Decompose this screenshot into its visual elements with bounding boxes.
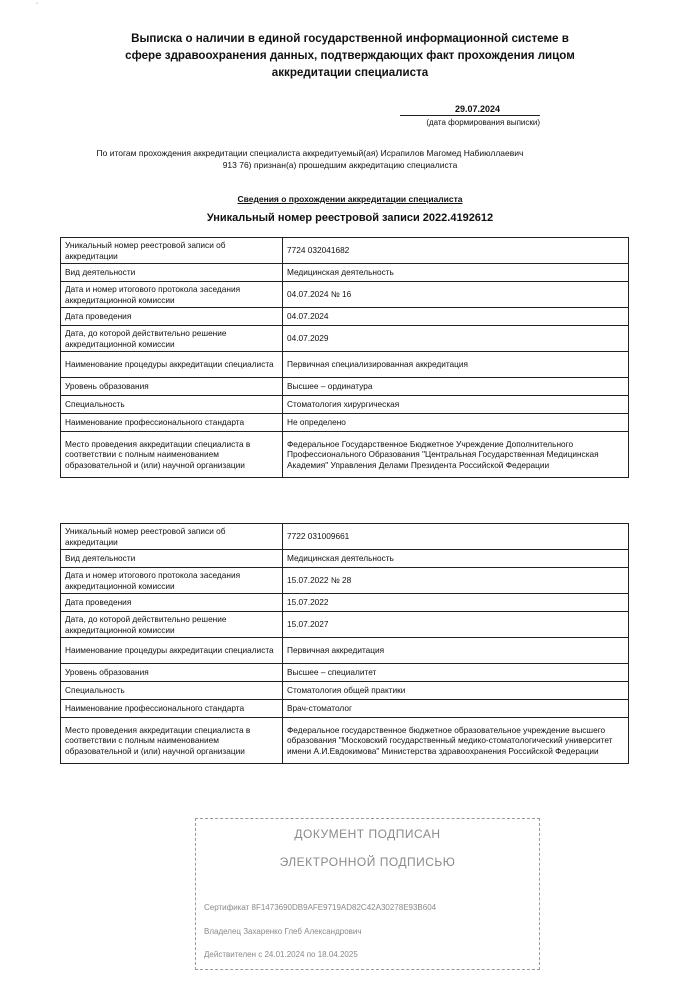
row-label: Наименование профессионального стандарта [61,700,283,718]
table-row [61,700,629,718]
row-label: Дата и номер итогового протокола заседания аккредитационной комиссии [61,568,283,594]
table-row [61,378,629,396]
row-value: Федеральное Государственное Бюджетное Учреждение Дополнительного Профессионального Образования "Центральная Государственная Медицинская Академия" Управления Делами Президента Российской Федерации [283,432,629,478]
scan-mark: ´ [36,2,39,11]
row-label: Дата, до которой действительно решение аккредитационной комиссии [61,612,283,638]
row-value: Федеральное государственное бюджетное образовательное учреждение высшего образования "Московский государственный медико-стоматологический университет имени А.И.Евдокимова" Министерства здравоохранения Российской Федерации [283,718,629,764]
row-label: Дата и номер итогового протокола заседания аккредитационной комиссии [61,282,283,308]
table-row [61,664,629,682]
intro-line-2: 913 76) признан(а) прошедшим аккредитацию специалиста [222,160,458,170]
statement-date: 29.07.2024 [400,104,540,116]
date-block [400,104,540,127]
stamp-line-1: ДОКУМЕНТ ПОДПИСАН [294,827,441,841]
row-value: Медицинская деятельность [283,264,629,282]
row-value: 04.07.2024 [283,308,629,326]
row-label: Наименование профессионального стандарта [61,414,283,432]
table-row [61,238,629,264]
accreditation-table-2 [60,523,629,764]
row-label: Уникальный номер реестровой записи об аккредитации [61,524,283,550]
row-label: Дата проведения [61,594,283,612]
section-heading: Сведения о прохождении аккредитации специалиста [237,194,463,204]
table-row [61,326,629,352]
table-row [61,718,629,764]
row-value: Не определено [283,414,629,432]
row-value: Медицинская деятельность [283,550,629,568]
stamp-owner: Владелец Захаренко Глеб Александрович [204,927,362,936]
row-label: Дата, до которой действительно решение аккредитационной комиссии [61,326,283,352]
date-caption: (дата формирования выписки) [426,118,540,127]
row-value: 15.07.2022 [283,594,629,612]
stamp-validity: Действителен с 24.01.2024 по 18.04.2025 [204,950,358,959]
row-value: 04.07.2024 № 16 [283,282,629,308]
row-label: Специальность [61,682,283,700]
row-value: Стоматология хирургическая [283,396,629,414]
table-row [61,432,629,478]
table-row [61,612,629,638]
intro-text [60,147,560,171]
table-row [61,638,629,664]
accreditation-table-1 [60,237,629,478]
row-label: Наименование процедуры аккредитации специалиста [61,352,283,378]
stamp-line-2: ЭЛЕКТРОННОЙ ПОДПИСЬЮ [279,855,456,869]
row-value: Первичная аккредитация [283,638,629,664]
document-title: Выписка о наличии в единой государственной информационной системе в сфере здравоохранения данных, подтверждающих факт прохождения лицом аккредитации специалиста [125,32,575,79]
row-value: Высшее – ординатура [283,378,629,396]
row-label: Наименование процедуры аккредитации специалиста [61,638,283,664]
row-value: 15.07.2022 № 28 [283,568,629,594]
row-value: Стоматология общей практики [283,682,629,700]
row-value: Первичная специализированная аккредитация [283,352,629,378]
table-row [61,264,629,282]
stamp-certificate: Сертификат 8F1473690DB9AFE9719AD82C42A30278E93B604 [204,903,437,912]
row-label: Уровень образования [61,664,283,682]
table-row [61,594,629,612]
table-row [61,568,629,594]
electronic-signature-stamp [195,818,540,970]
row-value: 04.07.2029 [283,326,629,352]
row-value: Высшее – специалитет [283,664,629,682]
row-value: 15.07.2027 [283,612,629,638]
row-label: Место проведения аккредитации специалиста в соответствии с полным наименованием образовательной и (или) научной организации [61,432,283,478]
row-value: 7724 032041682 [283,238,629,264]
row-value: Врач-стоматолог [283,700,629,718]
table-row [61,550,629,568]
row-label: Уровень образования [61,378,283,396]
row-label: Дата проведения [61,308,283,326]
table-row [61,524,629,550]
record-heading: Уникальный номер реестровой записи 2022.4192612 [206,212,494,224]
table-row [61,282,629,308]
table-row [61,682,629,700]
table-row [61,308,629,326]
row-label: Вид деятельности [61,550,283,568]
row-label: Место проведения аккредитации специалиста в соответствии с полным наименованием образовательной и (или) научной организации [61,718,283,764]
row-label: Вид деятельности [61,264,283,282]
row-label: Уникальный номер реестровой записи об аккредитации [61,238,283,264]
table-row [61,414,629,432]
table-row [61,352,629,378]
table-row [61,396,629,414]
row-value: 7722 031009661 [283,524,629,550]
intro-line-1: По итогам прохождения аккредитации специалиста аккредитуемый(ая) Исрапилов Магомед Набиюллаевич [96,148,524,158]
row-label: Специальность [61,396,283,414]
